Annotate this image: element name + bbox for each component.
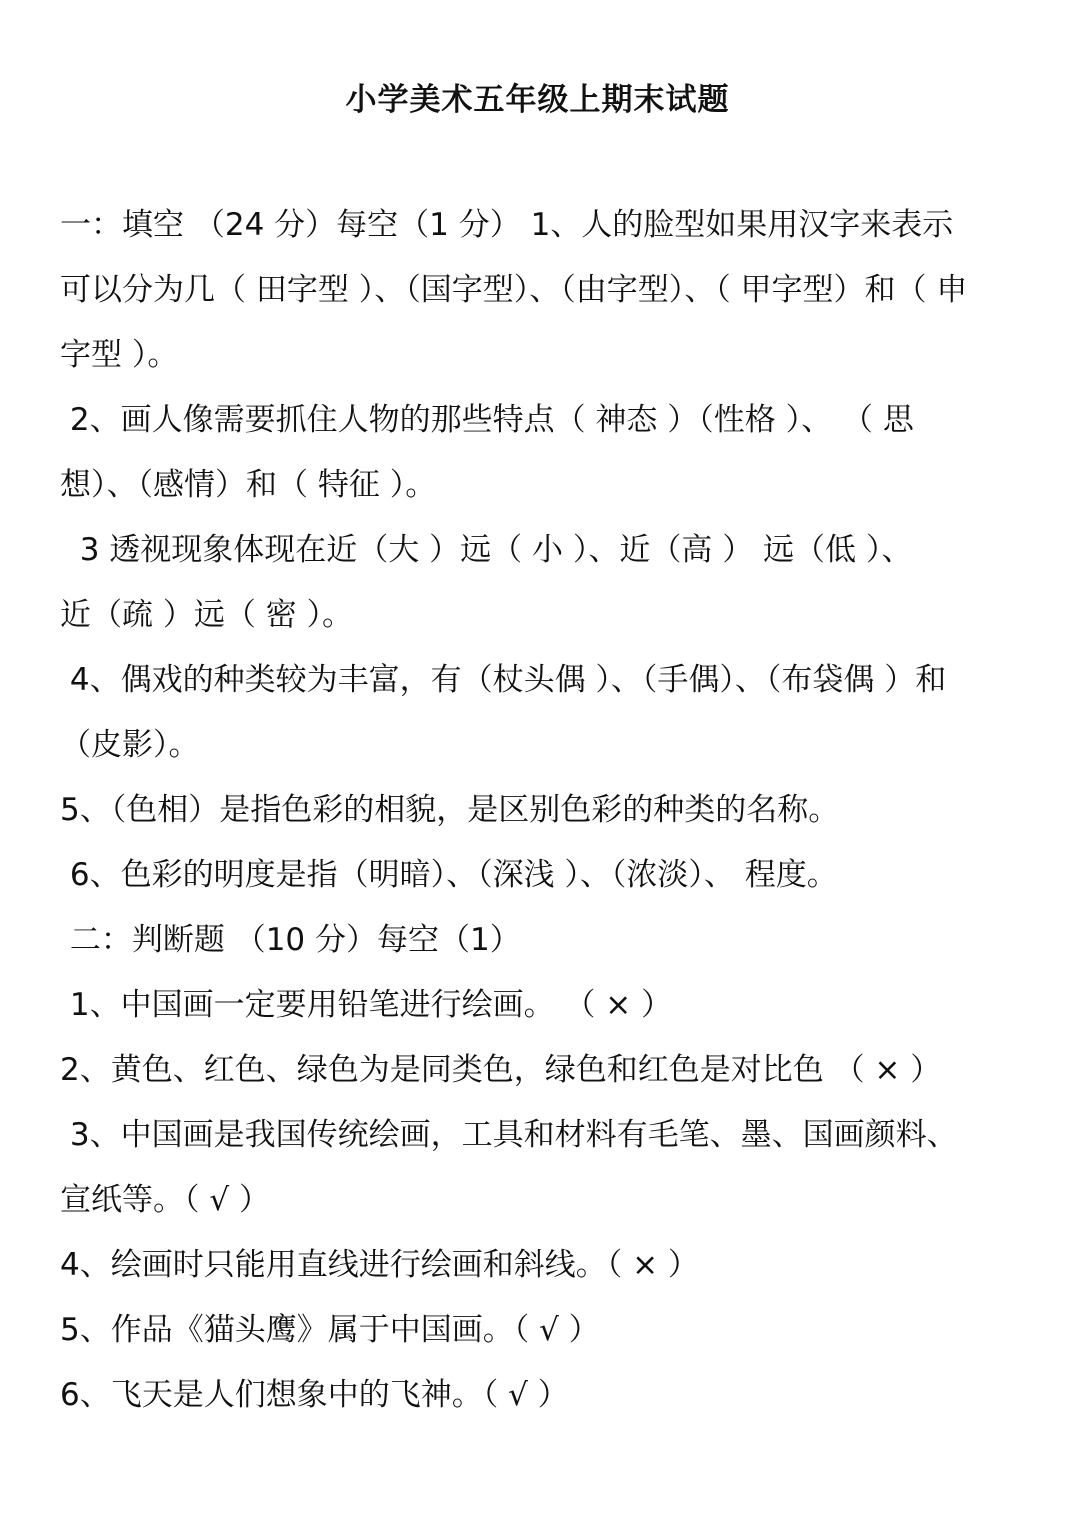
text-line: 字型 ）。 [60, 337, 179, 373]
page-title: 小学美术五年级上期末试题 [345, 82, 730, 118]
text-line: 2、黄色、红色、绿色为是同类色，绿色和红色是对比色 （ × ） [60, 1052, 942, 1088]
text-line: 5、作品《猫头鹰》属于中国画。（ √ ） [60, 1312, 600, 1348]
text-line: 可以分为几（ 田字型 ）、（国字型）、（由字型）、（ 甲字型）和（ 申 [60, 272, 968, 308]
text-line: 一：填空 （24 分）每空（1 分） 1、人的脸型如果用汉字来表示 [60, 207, 954, 243]
text-line: 3 透视现象体现在近（大 ）远（ 小 ）、近（高 ） 远（低 ）、 [60, 532, 913, 568]
text-line: 宣纸等。（ √ ） [60, 1182, 270, 1218]
text-line: 6、色彩的明度是指（明暗）、（深浅 ）、（浓淡）、 程度。 [60, 857, 838, 893]
text-line: 5、（色相）是指色彩的相貌，是区别色彩的种类的名称。 [60, 792, 840, 828]
text-line: 1、中国画一定要用铅笔进行绘画。 （ × ） [60, 987, 673, 1023]
text-line: 想）、（感情）和（ 特征 ）。 [60, 467, 437, 503]
section-heading: 二：判断题 （10 分）每空（1） [60, 922, 521, 958]
text-line: 2、画人像需要抓住人物的那些特点（ 神态 ）（性格 ）、 （ 思 [60, 402, 914, 438]
text-line: （皮影）。 [60, 727, 200, 763]
text-line: 4、绘画时只能用直线进行绘画和斜线。（ × ） [60, 1247, 699, 1283]
text-line: 6、飞天是人们想象中的飞神。（ √ ） [60, 1377, 569, 1413]
text-line: 4、偶戏的种类较为丰富，有（杖头偶 ）、（手偶）、（布袋偶 ）和 [60, 662, 947, 698]
text-line: 3、中国画是我国传统绘画，工具和材料有毛笔、墨、国画颜料、 [60, 1117, 958, 1153]
text-line: 近（疏 ）远（ 密 ）。 [60, 597, 354, 633]
